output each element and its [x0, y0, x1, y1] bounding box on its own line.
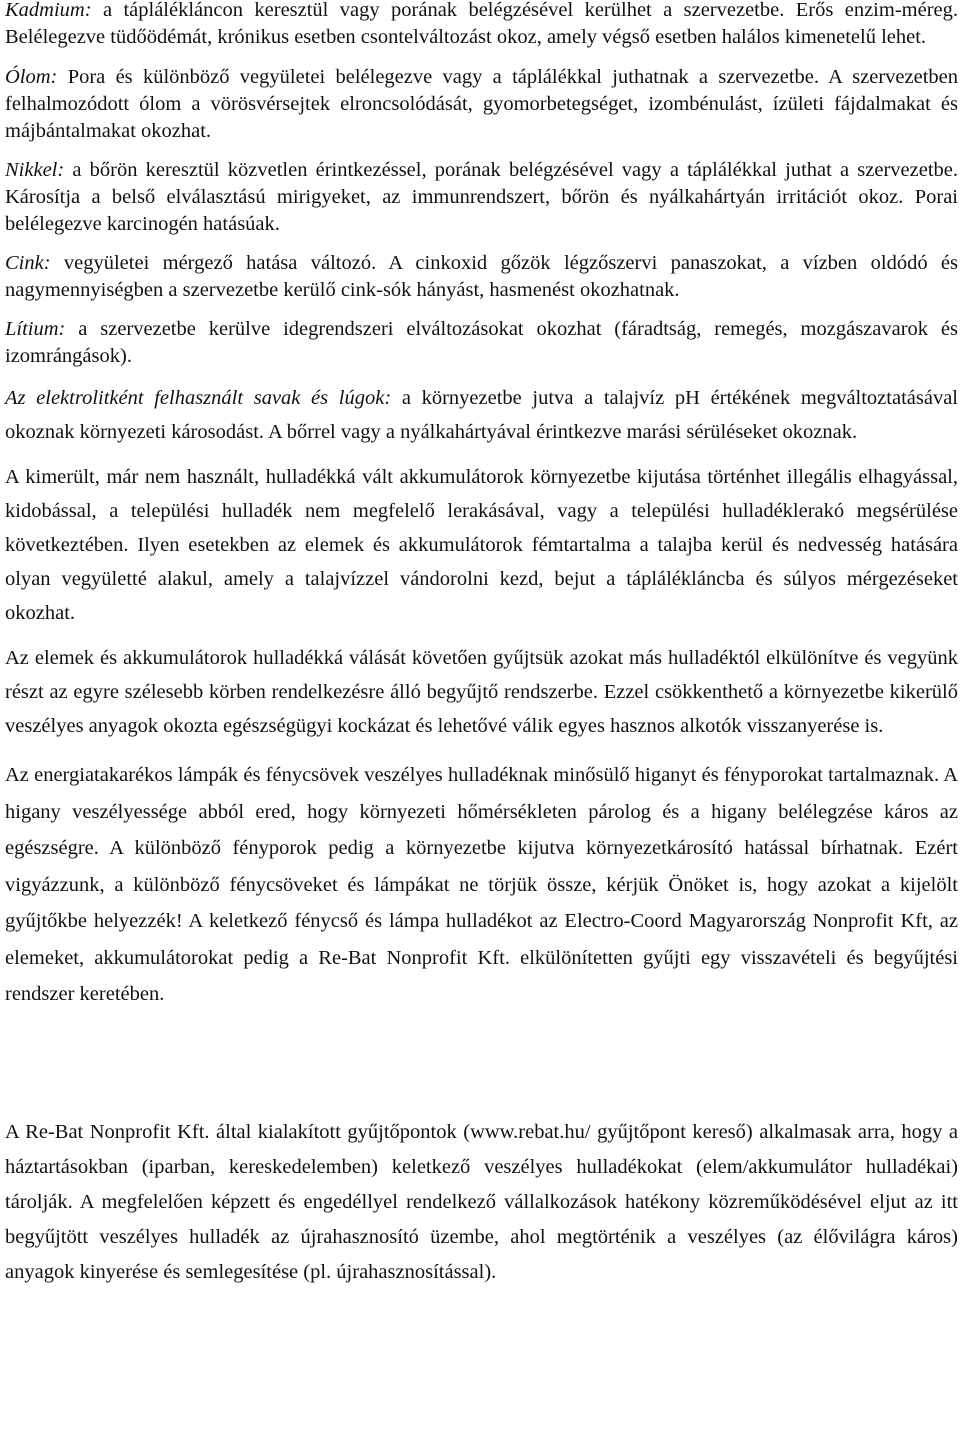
- paragraph-rebat: A Re-Bat Nonprofit Kft. által kialakított gyűjtőpontok (www.rebat.hu/ gyűjtőpont kereső) alkalmasak arra, hogy a háztartásokban (iparban, kereskedelemben) keletkező veszélyes hulladékokat (elem/akkumulátor hulladékai) tárolják. A megfelelően képzett és engedéllyel rendelkező vállalkozások hatékony közreműködésével eljut az itt begyűjtött veszélyes hulladék az újrahasznosító üzembe, ahol megtörténik a veszélyes (az élővilágra káros) anyagok kinyerése és semlegesítése (pl. újrahasznosítással).: [5, 1120, 958, 1283]
- paragraph-elektrolit: [5, 381, 958, 449]
- paragraph-cink-text: vegyületei mérgező hatása változó. A cinkoxid gőzök légzőszervi panaszokat, a vízben oldódó és nagymennyiségben a szervezetbe kerülő cink-sók hányást, hasmenést okozhatnak.: [5, 252, 958, 301]
- paragraph-olom-text: Pora és különböző vegyületei belélegezve vagy a táplálékkal juthatnak a szervezetbe. A szervezetben felhalmozódott ólom a vörösvérsejtek elroncsolódását, gyomorbetegséget, izombénulást, ízületi fájdalmakat és májbántalmakat okozhat.: [5, 66, 958, 142]
- term-nikkel: Nikkel:: [5, 159, 65, 181]
- paragraph-fenycso: Az energiatakarékos lámpák és fénycsövek veszélyes hulladéknak minősülő higanyt és fényporokat tartalmaznak. A higany veszélyessége abból ered, hogy környezeti hőmérsékleten párolog és a higany belélegzése káros az egészségre. A különböző fényporok pedig a környezetbe kijutva környezetkárosító hatással bírhatnak. Ezért vigyázzunk, a különböző fénycsöveket és lámpákat ne törjük össze, kérjük Önöket is, hogy azokat a kijelölt gyűjtőkbe helyezzék! A keletkező fénycső és lámpa hulladékot az Electro-Coord Magyarország Nonprofit Kft, az elemeket, akkumulátorokat pedig a Re-Bat Nonprofit Kft. elkülönítetten gyűjti egy visszavételi és begyűjtési rendszer keretében.: [5, 764, 958, 1005]
- term-kadmium: Kadmium:: [5, 0, 92, 21]
- term-cink: Cink:: [5, 252, 51, 274]
- paragraph-akkumulator-kimerult: A kimerült, már nem használt, hulladékká vált akkumulátorok környezetbe kijutása történhet illegális elhagyással, kidobással, a települési hulladék nem megfelelő lerakásával, vagy a települési hulladéklerakó megsérülése következtében. Ilyen esetekben az elemek és akkumulátorok fémtartalma a talajba kerül és nedvesség hatására olyan vegyületté alakul, amely a talajvízzel vándorolni kezd, bejut a táplálékláncba és súlyos mérgezéseket okozhat.: [5, 466, 958, 624]
- term-olom: Ólom:: [5, 66, 58, 88]
- paragraph-cink: [5, 250, 958, 304]
- document-body: [5, 0, 958, 1290]
- term-elektrolit: Az elektrolitként felhasznált savak és lúgok:: [5, 387, 392, 409]
- paragraph-nikkel: [5, 157, 958, 238]
- paragraph-litium: [5, 316, 958, 370]
- paragraph-elektrolit-text: a környezetbe jutva a talajvíz pH értékének megváltoztatásával okoznak környezeti károsodást. A bőrrel vagy a nyálkahártyával érintkezve marási sérüléseket okoznak.: [5, 387, 958, 443]
- paragraph-nikkel-text: a bőrön keresztül közvetlen érintkezéssel, porának belégzésével vagy a táplálékkal juthat a szervezetbe. Károsítja a belső elválasztású mirigyeket, az immunrendszert, bőrön és nyálkahártyán irritációt okoz. Porai belélegezve karcinogén hatásúak.: [5, 159, 958, 235]
- paragraph-akkumulator-gyujtes: Az elemek és akkumulátorok hulladékká válását követően gyűjtsük azokat más hulladéktól elkülönítve és vegyünk részt az egyre szélesebb körben rendelkezésre álló begyűjtő rendszerbe. Ezzel csökkenthető a környezetbe kikerülő veszélyes anyagok okozta egészségügyi kockázat és lehetővé válik egyes hasznos alkotók visszanyerése is.: [5, 647, 958, 737]
- paragraph-kadmium: [5, 0, 958, 51]
- paragraph-kadmium-text: a táplálékláncon keresztül vagy porának belégzésével kerülhet a szervezetbe. Erős enzim-méreg. Belélegezve tüdőödémát, krónikus esetben csontelváltozást okoz, amely végső esetben halálos kimenetelű lehet.: [5, 0, 958, 48]
- paragraph-olom: [5, 64, 958, 145]
- term-litium: Lítium:: [5, 318, 66, 340]
- paragraph-litium-text: a szervezetbe kerülve idegrendszeri elváltozásokat okozhat (fáradtság, remegés, mozgászavarok és izomrángások).: [5, 318, 958, 367]
